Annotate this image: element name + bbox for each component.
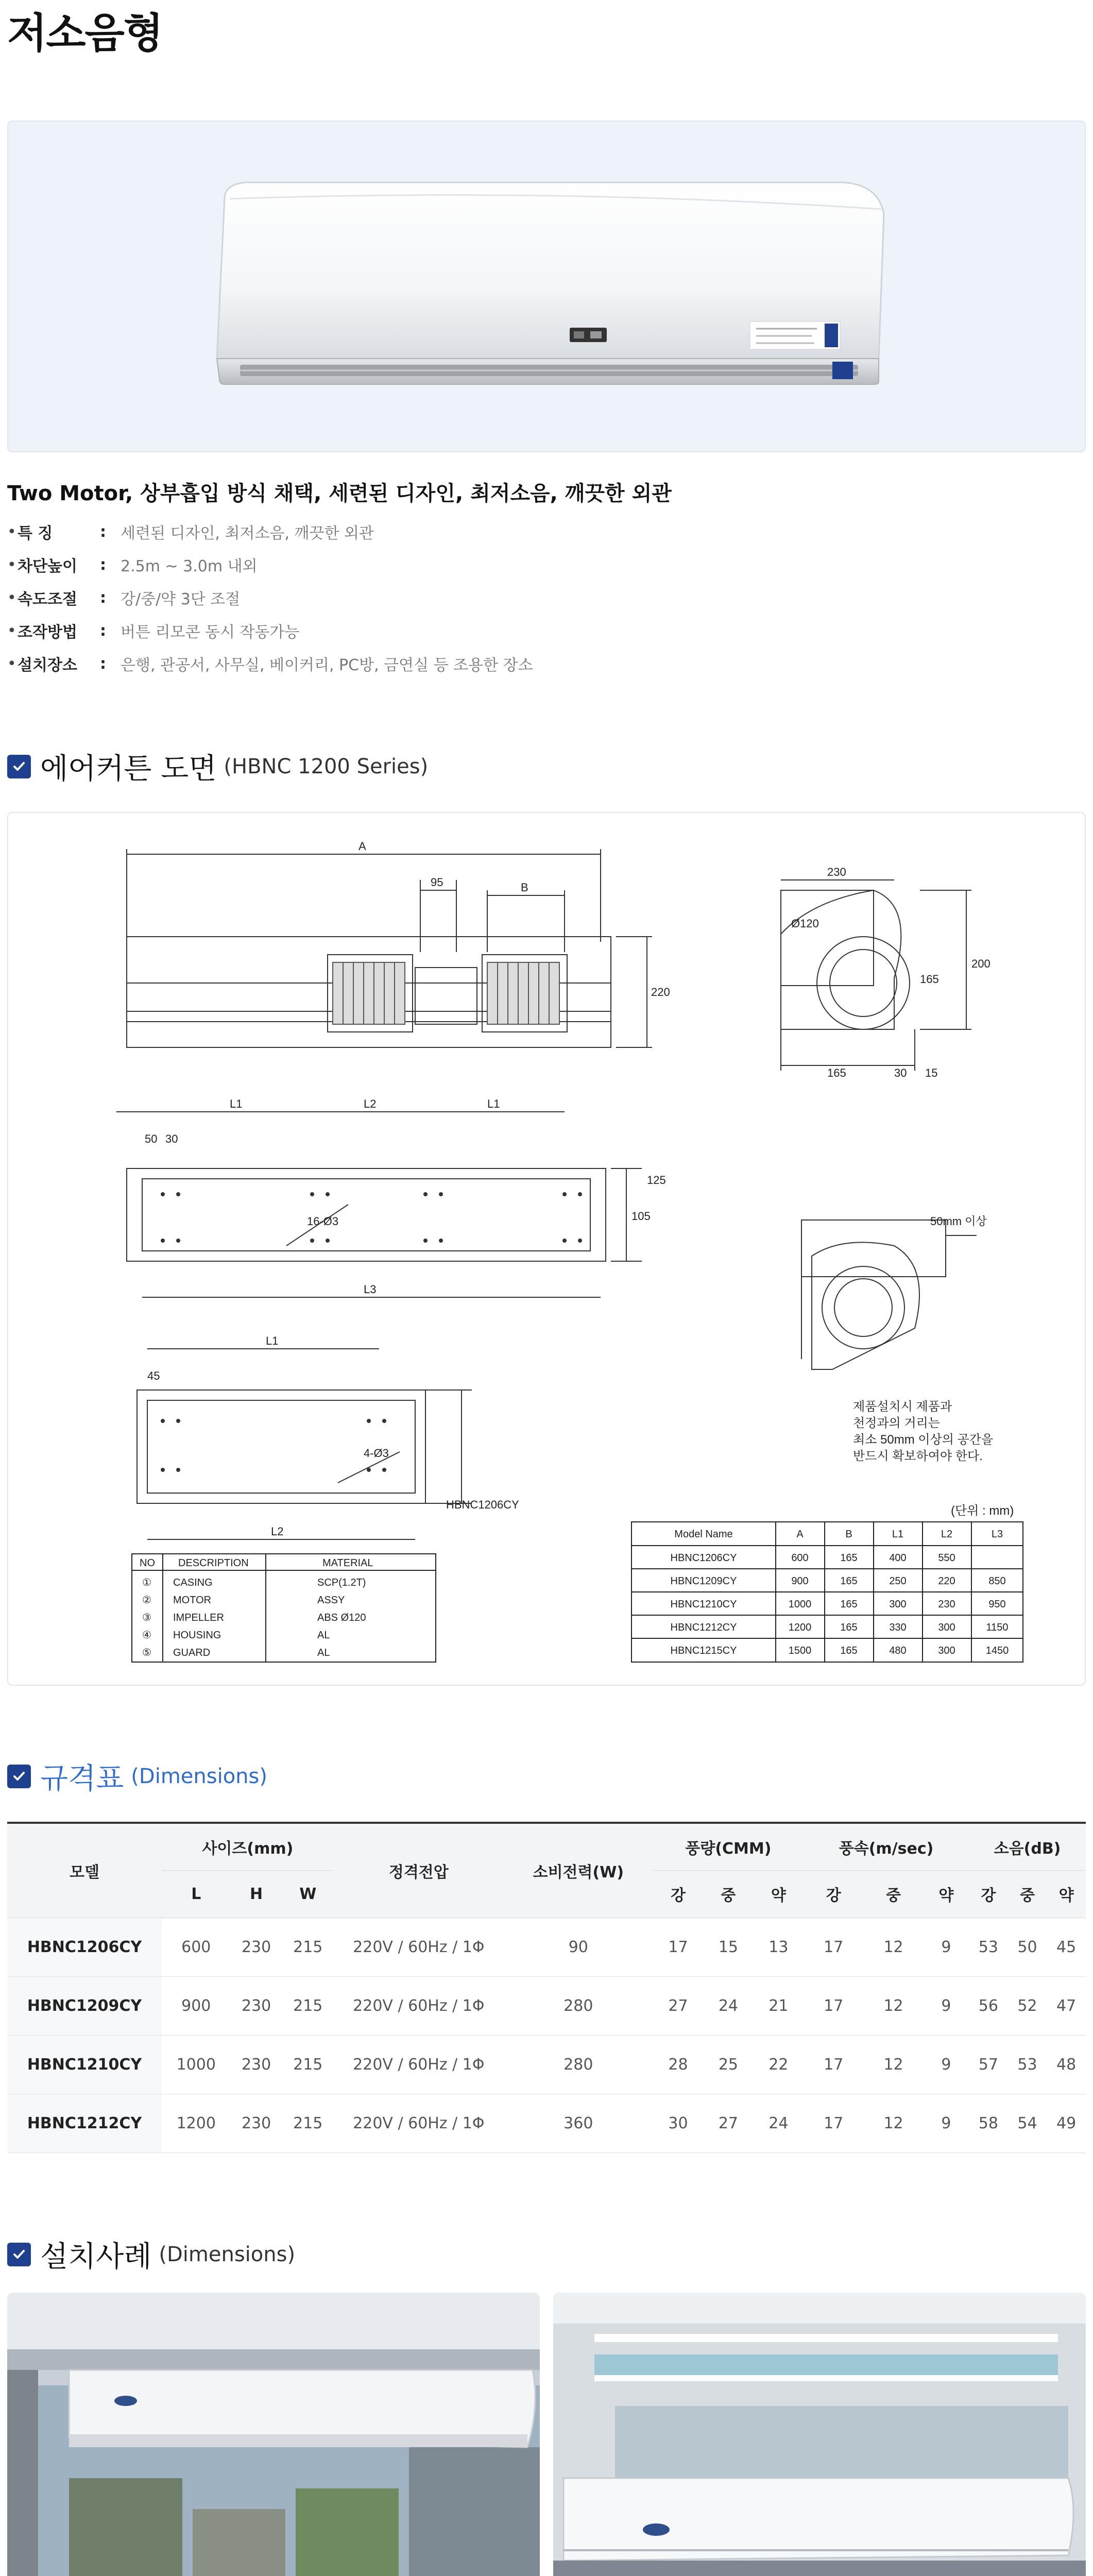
col-header-airflow: 풍량(CMM) xyxy=(653,1823,804,1870)
parts-cell: AL xyxy=(317,1647,330,1658)
dim-label: L1 xyxy=(487,1097,500,1110)
cell: 215 xyxy=(282,1976,334,2035)
dim-label: L2 xyxy=(364,1097,377,1110)
feature-headline: Two Motor, 상부흡입 방식 채택, 세련된 디자인, 최저소음, 깨끗한 외관 xyxy=(7,482,672,505)
dim-label: 220 xyxy=(651,986,670,998)
parts-cell: MOTOR xyxy=(173,1595,212,1606)
section-subtitle: (Dimensions) xyxy=(131,1765,267,1788)
dim-label: B xyxy=(521,881,528,894)
parts-header: MATERIAL xyxy=(322,1557,373,1569)
cell: 49 xyxy=(1047,2094,1086,2153)
model-cell: 1000 xyxy=(788,1599,812,1610)
model-cell: 165 xyxy=(840,1599,858,1610)
col-header-power: 소비전력(W) xyxy=(504,1823,653,1918)
note-line: 최소 50mm 이상의 공간을 xyxy=(853,1433,994,1447)
parts-cell: GUARD xyxy=(173,1647,211,1658)
bullet: • xyxy=(7,654,16,673)
cell: 54 xyxy=(1008,2094,1047,2153)
dim-label: 45 xyxy=(147,1369,160,1382)
model-header: Model Name xyxy=(674,1529,733,1540)
cell: 52 xyxy=(1008,1976,1047,2035)
cell: 220V / 60Hz / 1Φ xyxy=(334,1976,504,2035)
cell: 220V / 60Hz / 1Φ xyxy=(334,2035,504,2094)
cell: 1200 xyxy=(162,2094,231,2153)
model-cell: 330 xyxy=(889,1622,907,1633)
model-cell: 220 xyxy=(938,1575,955,1587)
cell: 58 xyxy=(969,2094,1008,2153)
cell-model: HBNC1212CY xyxy=(7,2094,162,2153)
model-header: L1 xyxy=(892,1529,904,1540)
model-cell: HBNC1206CY xyxy=(670,1552,737,1564)
parts-cell: CASING xyxy=(173,1577,213,1588)
model-cell: 300 xyxy=(938,1622,955,1633)
col-header-noise: 소음(dB) xyxy=(969,1823,1086,1870)
parts-cell: ⑤ xyxy=(142,1647,151,1658)
check-icon xyxy=(7,755,31,778)
colon: : xyxy=(100,522,106,541)
feature-label: 조작방법 xyxy=(18,623,77,641)
cell: 230 xyxy=(231,2035,282,2094)
cell-model: HBNC1210CY xyxy=(7,2035,162,2094)
dim-label: 125 xyxy=(647,1174,666,1187)
model-cell: 165 xyxy=(840,1575,858,1587)
sub-header: 강 xyxy=(653,1870,703,1918)
feature-item xyxy=(7,581,533,614)
model-header: L2 xyxy=(941,1529,953,1540)
cell: 17 xyxy=(804,1976,863,2035)
cell: 17 xyxy=(804,2035,863,2094)
install-photo-2 xyxy=(553,2293,1086,2576)
cell: 24 xyxy=(754,2094,804,2153)
cell: 12 xyxy=(863,1918,923,1976)
parts-cell: ABS Ø120 xyxy=(317,1612,366,1623)
unit-label: (단위 : mm) xyxy=(951,1504,1014,1518)
model-cell: 230 xyxy=(938,1599,955,1610)
model-cell: 600 xyxy=(791,1552,809,1564)
cell: 22 xyxy=(754,2035,804,2094)
install-section-header xyxy=(7,2234,295,2275)
model-cell: 165 xyxy=(840,1552,858,1564)
parts-cell: ② xyxy=(142,1595,151,1606)
cell: 15 xyxy=(703,1918,753,1976)
cell: 9 xyxy=(924,2094,969,2153)
note-line: 반드시 확보하여야 한다. xyxy=(853,1449,983,1463)
dim-label: 50mm 이상 xyxy=(930,1215,987,1228)
cell: 215 xyxy=(282,1918,334,1976)
table-row xyxy=(7,2094,1086,2153)
feature-item xyxy=(7,647,533,680)
sub-header: 강 xyxy=(969,1870,1008,1918)
cell: 25 xyxy=(703,2035,753,2094)
model-cell: HBNC1215CY xyxy=(670,1645,737,1656)
colon: : xyxy=(100,555,106,574)
model-cell: 165 xyxy=(840,1622,858,1633)
section-title: 규격표 xyxy=(40,1762,124,1795)
install-photo-1-illustration xyxy=(7,2293,540,2576)
feature-value: 세련된 디자인, 최저소음, 깨끗한 외관 xyxy=(121,524,374,543)
cell: 50 xyxy=(1008,1918,1047,1976)
model-cell: 250 xyxy=(889,1575,907,1587)
cell: 215 xyxy=(282,2094,334,2153)
drawing-svg xyxy=(8,813,1086,1686)
parts-cell: ① xyxy=(142,1577,151,1588)
dim-label: 30 xyxy=(165,1132,178,1145)
install-photo-1 xyxy=(7,2293,540,2576)
bullet: • xyxy=(7,621,16,640)
parts-cell: ③ xyxy=(142,1612,151,1623)
model-cell: 1500 xyxy=(788,1645,812,1656)
cell: 230 xyxy=(231,1918,282,1976)
feature-item xyxy=(7,515,533,548)
dim-label: Ø120 xyxy=(791,917,819,930)
model-cell: 850 xyxy=(988,1575,1006,1587)
air-curtain-illustration xyxy=(8,122,1086,452)
technical-drawing xyxy=(7,812,1086,1686)
model-cell: 1200 xyxy=(788,1622,812,1633)
cell: 17 xyxy=(804,2094,863,2153)
cell: 9 xyxy=(924,1918,969,1976)
product-image xyxy=(7,121,1086,452)
model-cell: HBNC1212CY xyxy=(670,1622,737,1633)
cell: 28 xyxy=(653,2035,703,2094)
cell: 215 xyxy=(282,2035,334,2094)
col-header-speed: 풍속(m/sec) xyxy=(804,1823,969,1870)
parts-cell: SCP(1.2T) xyxy=(317,1577,366,1588)
cell: 230 xyxy=(231,1976,282,2035)
parts-cell: ASSY xyxy=(317,1595,345,1606)
parts-cell: ④ xyxy=(142,1630,151,1641)
cell-model: HBNC1206CY xyxy=(7,1918,162,1976)
drawing-section-header xyxy=(7,746,428,787)
cell: 220V / 60Hz / 1Φ xyxy=(334,2094,504,2153)
model-cell: 300 xyxy=(889,1599,907,1610)
cell: 600 xyxy=(162,1918,231,1976)
cell: 90 xyxy=(504,1918,653,1976)
cell: 17 xyxy=(653,1918,703,1976)
cell-model: HBNC1209CY xyxy=(7,1976,162,2035)
cell: 360 xyxy=(504,2094,653,2153)
col-header-model: 모델 xyxy=(7,1823,162,1918)
sub-header: 중 xyxy=(703,1870,753,1918)
model-cell: HBNC1209CY xyxy=(670,1575,737,1587)
cell: 12 xyxy=(863,2035,923,2094)
sub-header: L xyxy=(162,1870,231,1918)
dim-label: L1 xyxy=(230,1097,243,1110)
sub-header: 강 xyxy=(804,1870,863,1918)
colon: : xyxy=(100,588,106,607)
cell: 24 xyxy=(703,1976,753,2035)
cell: 17 xyxy=(804,1918,863,1976)
colon: : xyxy=(100,621,106,640)
cell: 1000 xyxy=(162,2035,231,2094)
dim-label: 50 xyxy=(145,1132,158,1145)
cell: 27 xyxy=(703,2094,753,2153)
dim-label: L3 xyxy=(364,1283,377,1296)
bullet: • xyxy=(7,588,16,607)
dim-label: 230 xyxy=(827,866,846,878)
model-cell: 1150 xyxy=(986,1622,1009,1633)
sub-header: 약 xyxy=(924,1870,969,1918)
dim-label: 105 xyxy=(631,1210,651,1223)
parts-header: DESCRIPTION xyxy=(178,1557,249,1569)
feature-label: 속도조절 xyxy=(18,590,77,608)
cell: 12 xyxy=(863,2094,923,2153)
dim-label: 95 xyxy=(431,876,443,889)
model-cell: 900 xyxy=(791,1575,809,1587)
bullet: • xyxy=(7,522,16,541)
cell: 53 xyxy=(969,1918,1008,1976)
check-icon xyxy=(7,1765,31,1788)
feature-label: 특 징 xyxy=(18,524,53,543)
col-header-voltage: 정격전압 xyxy=(334,1823,504,1918)
model-cell: 550 xyxy=(938,1552,955,1564)
table-row xyxy=(7,1918,1086,1976)
dim-label: 165 xyxy=(827,1066,846,1079)
cell: 280 xyxy=(504,1976,653,2035)
install-photo-2-illustration xyxy=(553,2293,1086,2576)
cell: 9 xyxy=(924,2035,969,2094)
feature-list xyxy=(7,515,533,680)
model-cell: 480 xyxy=(889,1645,907,1656)
parts-cell: IMPELLER xyxy=(173,1612,224,1623)
parts-header: NO xyxy=(140,1557,155,1569)
section-subtitle: (Dimensions) xyxy=(159,2243,296,2266)
feature-value: 은행, 관공서, 사무실, 베이커리, PC방, 금연실 등 조용한 장소 xyxy=(121,656,533,674)
cell: 47 xyxy=(1047,1976,1086,2035)
cell: 53 xyxy=(1008,2035,1047,2094)
feature-value: 2.5m ~ 3.0m 내외 xyxy=(121,557,258,575)
cell: 57 xyxy=(969,2035,1008,2094)
spec-section-header xyxy=(7,1756,267,1797)
dim-label: 165 xyxy=(920,973,939,986)
feature-item xyxy=(7,614,533,647)
model-header: B xyxy=(845,1529,852,1540)
dim-label: 30 xyxy=(894,1066,907,1079)
bullet: • xyxy=(7,555,16,574)
page-title: 저소음형 xyxy=(7,9,163,57)
cell: 280 xyxy=(504,2035,653,2094)
model-header: A xyxy=(796,1529,804,1540)
dim-label: 16-Ø3 xyxy=(307,1215,339,1228)
dim-label: 200 xyxy=(971,957,990,970)
sub-header: 중 xyxy=(1008,1870,1047,1918)
section-title: 설치사례 xyxy=(40,2240,152,2274)
cell: 27 xyxy=(653,1976,703,2035)
model-cell: HBNC1210CY xyxy=(670,1599,737,1610)
section-title: 에어커튼 도면 xyxy=(40,752,217,786)
cell: 48 xyxy=(1047,2035,1086,2094)
cell: 900 xyxy=(162,1976,231,2035)
sub-header: W xyxy=(282,1870,334,1918)
sub-header: 약 xyxy=(754,1870,804,1918)
note-line: 천정과의 거리는 xyxy=(853,1416,940,1430)
cell: 21 xyxy=(754,1976,804,2035)
model-cell: 165 xyxy=(840,1645,858,1656)
sub-header: H xyxy=(231,1870,282,1918)
table-row xyxy=(7,1976,1086,2035)
model-cell: 950 xyxy=(988,1599,1006,1610)
section-subtitle: (HBNC 1200 Series) xyxy=(224,755,429,778)
parts-cell: AL xyxy=(317,1630,330,1641)
cell: 9 xyxy=(924,1976,969,2035)
model-cell: 300 xyxy=(938,1645,955,1656)
feature-label: 설치장소 xyxy=(18,656,77,674)
feature-label: 차단높이 xyxy=(18,557,77,575)
dim-label: L2 xyxy=(271,1525,284,1538)
dim-label: 15 xyxy=(925,1066,938,1079)
cell: 30 xyxy=(653,2094,703,2153)
cell: 220V / 60Hz / 1Φ xyxy=(334,1918,504,1976)
sub-header: 중 xyxy=(863,1870,923,1918)
dim-label: A xyxy=(358,840,366,853)
cell: 45 xyxy=(1047,1918,1086,1976)
parts-cell: HOUSING xyxy=(173,1630,221,1641)
model-cell: 400 xyxy=(889,1552,907,1564)
colon: : xyxy=(100,654,106,673)
cell: 12 xyxy=(863,1976,923,2035)
check-icon xyxy=(7,2243,31,2266)
feature-value: 강/중/약 3단 조절 xyxy=(121,590,241,608)
sub-header: 약 xyxy=(1047,1870,1086,1918)
col-header-size: 사이즈(mm) xyxy=(162,1823,334,1870)
cell: 56 xyxy=(969,1976,1008,2035)
feature-item xyxy=(7,548,533,581)
model-header: L3 xyxy=(991,1529,1003,1540)
table-row xyxy=(7,2035,1086,2094)
spec-table xyxy=(7,1822,1086,2153)
model-cell: 1450 xyxy=(985,1645,1009,1656)
dim-label: 4-Ø3 xyxy=(364,1447,389,1460)
note-line: 제품설치시 제품과 xyxy=(853,1400,952,1414)
dim-label: L1 xyxy=(266,1334,279,1347)
cell: 230 xyxy=(231,2094,282,2153)
model-tag: HBNC1206CY xyxy=(446,1498,519,1511)
cell: 13 xyxy=(754,1918,804,1976)
feature-value: 버튼 리모콘 동시 작동가능 xyxy=(121,623,300,641)
